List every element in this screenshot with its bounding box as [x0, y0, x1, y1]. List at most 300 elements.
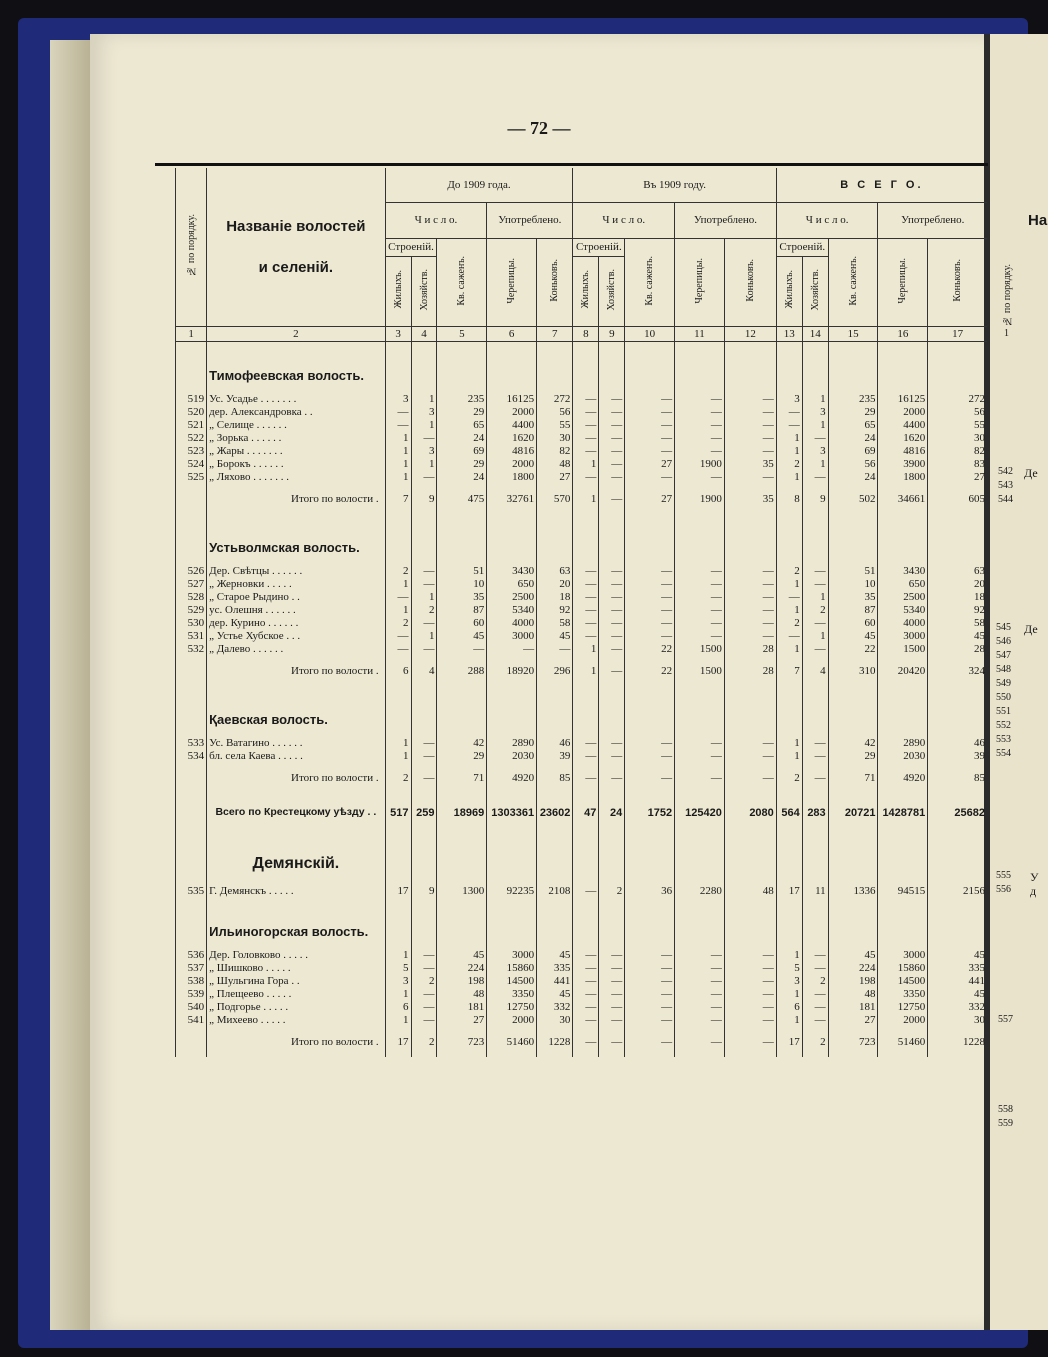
empty-cell [828, 898, 878, 949]
empty-cell [487, 898, 537, 949]
place-name: „ Селище . . . . . . [207, 419, 385, 432]
next-page-num: 548 [996, 664, 1011, 675]
value-cell: 83 [928, 458, 987, 471]
value-cell: 2 [385, 617, 411, 630]
value-cell: — [625, 471, 675, 484]
value-cell: 34661 [878, 484, 928, 514]
empty-cell [437, 514, 487, 565]
value-cell: — [411, 949, 437, 962]
value-cell: 18920 [487, 656, 537, 686]
value-cell: 9 [802, 484, 828, 514]
value-cell: — [573, 471, 599, 484]
value-cell: 1428781 [878, 793, 928, 833]
row-number: 520 [176, 406, 207, 419]
table-row [176, 962, 988, 975]
empty-cell [537, 898, 573, 949]
value-cell: — [411, 750, 437, 763]
value-cell: — [675, 419, 725, 432]
value-cell: 1 [411, 630, 437, 643]
value-cell: — [675, 988, 725, 1001]
value-cell: — [573, 988, 599, 1001]
value-cell: 45 [537, 630, 573, 643]
empty-cell [599, 898, 625, 949]
value-cell: 3000 [878, 949, 928, 962]
table-row [176, 591, 988, 604]
value-cell: 39 [928, 750, 987, 763]
next-page-num: 551 [996, 706, 1011, 717]
value-cell: 24 [599, 793, 625, 833]
value-cell: — [802, 578, 828, 591]
value-cell: — [599, 988, 625, 1001]
place-name: ус. Олешня . . . . . . [207, 604, 385, 617]
value-cell: — [599, 949, 625, 962]
value-cell: 82 [928, 445, 987, 458]
header-index: № по порядку. [176, 168, 207, 326]
value-cell: 15860 [878, 962, 928, 975]
value-cell: 4816 [487, 445, 537, 458]
value-cell: 10 [437, 578, 487, 591]
section-header-row [176, 898, 988, 949]
empty-cell [724, 833, 776, 885]
value-cell: — [573, 962, 599, 975]
empty-cell [928, 686, 987, 737]
value-cell: — [802, 643, 828, 656]
value-cell: — [625, 737, 675, 750]
value-cell: — [573, 737, 599, 750]
value-cell: — [724, 432, 776, 445]
row-number: 536 [176, 949, 207, 962]
value-cell: 235 [437, 393, 487, 406]
value-cell: 17 [776, 1027, 802, 1057]
row-number: 524 [176, 458, 207, 471]
value-cell: — [573, 445, 599, 458]
value-cell: 2890 [487, 737, 537, 750]
value-cell: — [724, 445, 776, 458]
value-cell: 1 [776, 643, 802, 656]
value-cell: 1 [573, 656, 599, 686]
value-cell: 10 [828, 578, 878, 591]
place-name: Дер. Головково . . . . . [207, 949, 385, 962]
value-cell: — [599, 484, 625, 514]
next-page-num: 555 [996, 870, 1011, 881]
value-cell: 198 [437, 975, 487, 988]
total-label: Итого по волости . [207, 763, 385, 793]
value-cell: 4400 [878, 419, 928, 432]
value-cell: 51460 [878, 1027, 928, 1057]
value-cell: — [625, 604, 675, 617]
value-cell: 45 [828, 949, 878, 962]
value-cell: 24 [437, 471, 487, 484]
value-cell: 60 [437, 617, 487, 630]
empty-cell [411, 514, 437, 565]
value-cell: 1 [385, 604, 411, 617]
table-row [176, 419, 988, 432]
value-cell: 2 [802, 1027, 828, 1057]
grand-total-row [176, 793, 988, 833]
value-cell: 29 [828, 406, 878, 419]
next-page-num: 557 [998, 1014, 1013, 1025]
value-cell: 1336 [828, 885, 878, 898]
value-cell: 235 [828, 393, 878, 406]
empty-cell [573, 898, 599, 949]
value-cell: 1 [385, 458, 411, 471]
value-cell: — [724, 962, 776, 975]
next-page-fragment: У [1030, 870, 1039, 884]
value-cell: 4 [411, 656, 437, 686]
row-number: 540 [176, 1001, 207, 1014]
value-cell: 2000 [487, 458, 537, 471]
value-cell: 42 [437, 737, 487, 750]
value-cell: 1 [776, 471, 802, 484]
value-cell: — [599, 604, 625, 617]
value-cell: — [724, 949, 776, 962]
value-cell: 332 [928, 1001, 987, 1014]
value-cell: — [675, 763, 725, 793]
value-cell: 27 [828, 1014, 878, 1027]
value-cell: — [537, 643, 573, 656]
empty-cell [928, 514, 987, 565]
value-cell: 1 [385, 949, 411, 962]
region-title: Демянскій. [207, 833, 385, 885]
empty-cell [385, 833, 411, 885]
header-stroeniy: Строеній. [776, 238, 828, 256]
table-row [176, 458, 988, 471]
value-cell: — [675, 393, 725, 406]
header-period-1909: Въ 1909 году. [573, 168, 776, 202]
value-cell: 1 [385, 988, 411, 1001]
value-cell: 15860 [487, 962, 537, 975]
value-cell: 1228 [928, 1027, 987, 1057]
value-cell: 283 [802, 793, 828, 833]
value-cell: 16125 [487, 393, 537, 406]
value-cell: — [573, 393, 599, 406]
value-cell: 224 [437, 962, 487, 975]
value-cell: 48 [724, 885, 776, 898]
value-cell: — [411, 763, 437, 793]
value-cell: 288 [437, 656, 487, 686]
value-cell: 1 [776, 1014, 802, 1027]
total-label: Итого по волости . [207, 1027, 385, 1057]
table-row [176, 949, 988, 962]
place-name: „ Борокъ . . . . . . [207, 458, 385, 471]
header-upotrebleno: Употреблено. [487, 202, 573, 238]
value-cell: — [599, 1027, 625, 1057]
table-row [176, 604, 988, 617]
value-cell: 1 [573, 484, 599, 514]
value-cell: — [625, 591, 675, 604]
value-cell: 4000 [878, 617, 928, 630]
value-cell: — [573, 1014, 599, 1027]
header-stroeniy: Строеній. [573, 238, 625, 256]
header-kv-sazhen: Кв. саженъ. [828, 238, 878, 326]
row-number: 541 [176, 1014, 207, 1027]
row-number: 529 [176, 604, 207, 617]
empty-cell [411, 341, 437, 393]
empty-cell [802, 833, 828, 885]
value-cell: 2108 [537, 885, 573, 898]
value-cell: 17 [385, 885, 411, 898]
empty-cell [599, 514, 625, 565]
value-cell: 46 [928, 737, 987, 750]
value-cell: 1 [385, 1014, 411, 1027]
value-cell: 2 [802, 975, 828, 988]
next-page-num: 558 [998, 1104, 1013, 1115]
value-cell: 23602 [537, 793, 573, 833]
value-cell: 4 [802, 656, 828, 686]
value-cell: — [599, 445, 625, 458]
value-cell: — [411, 643, 437, 656]
value-cell: 1620 [487, 432, 537, 445]
value-cell: 3 [411, 445, 437, 458]
row-number: 533 [176, 737, 207, 750]
place-name: Ус. Усадье . . . . . . . [207, 393, 385, 406]
empty-cell [625, 833, 675, 885]
value-cell: — [625, 1001, 675, 1014]
empty-cell [487, 341, 537, 393]
top-rule [155, 163, 988, 166]
total-label: Итого по волости . [207, 656, 385, 686]
empty-cell [385, 898, 411, 949]
section-header-row [176, 686, 988, 737]
value-cell: 2 [385, 565, 411, 578]
place-name: „ Шишково . . . . . [207, 962, 385, 975]
header-cherepitsy: Черепицы. [675, 238, 725, 326]
value-cell: 18 [928, 591, 987, 604]
section-title: Устьволмская волость. [207, 514, 385, 565]
value-cell: — [625, 565, 675, 578]
row-number: 537 [176, 962, 207, 975]
empty-cell [675, 833, 725, 885]
table-row [176, 565, 988, 578]
value-cell: — [487, 643, 537, 656]
value-cell: — [599, 565, 625, 578]
region-header-row [176, 833, 988, 885]
value-cell: — [385, 643, 411, 656]
header-zhilykh: Жилыхъ. [776, 256, 802, 326]
table-row [176, 617, 988, 630]
value-cell: 28 [724, 643, 776, 656]
value-cell: 94515 [878, 885, 928, 898]
row-number: 535 [176, 885, 207, 898]
value-cell: 82 [537, 445, 573, 458]
value-cell: — [411, 617, 437, 630]
value-cell: 3000 [487, 949, 537, 962]
value-cell: — [724, 471, 776, 484]
value-cell: 65 [828, 419, 878, 432]
value-cell: — [675, 578, 725, 591]
header-khozyaystv: Хозяйств. [599, 256, 625, 326]
value-cell: — [599, 737, 625, 750]
value-cell: — [625, 750, 675, 763]
empty-cell [411, 833, 437, 885]
next-page-fragment: Де [1024, 466, 1038, 480]
total-row [176, 763, 988, 793]
value-cell: 45 [928, 988, 987, 1001]
value-cell: — [724, 604, 776, 617]
value-cell: 181 [437, 1001, 487, 1014]
value-cell: — [573, 885, 599, 898]
empty-cell [878, 514, 928, 565]
value-cell: 29 [828, 750, 878, 763]
value-cell: 1800 [487, 471, 537, 484]
empty-cell [411, 686, 437, 737]
value-cell: 22 [828, 643, 878, 656]
empty-cell [802, 686, 828, 737]
value-cell: 335 [928, 962, 987, 975]
row-number: 523 [176, 445, 207, 458]
value-cell: 1 [385, 445, 411, 458]
value-cell: 45 [537, 988, 573, 1001]
value-cell: — [675, 471, 725, 484]
value-cell: — [675, 432, 725, 445]
value-cell: — [573, 604, 599, 617]
table-row [176, 432, 988, 445]
value-cell: 2 [802, 604, 828, 617]
value-cell: 6 [385, 1001, 411, 1014]
value-cell: — [625, 1027, 675, 1057]
value-cell: 25682 [928, 793, 987, 833]
value-cell: — [573, 565, 599, 578]
value-cell: 2500 [487, 591, 537, 604]
value-cell: 56 [828, 458, 878, 471]
value-cell: 2156 [928, 885, 987, 898]
value-cell: 48 [828, 988, 878, 1001]
empty-cell [724, 341, 776, 393]
empty-cell [625, 898, 675, 949]
value-cell: — [724, 617, 776, 630]
value-cell: 30 [928, 432, 987, 445]
empty-cell [625, 341, 675, 393]
value-cell: 6 [776, 1001, 802, 1014]
value-cell: 224 [828, 962, 878, 975]
value-cell: — [385, 630, 411, 643]
empty-cell [928, 833, 987, 885]
value-cell: 29 [437, 458, 487, 471]
value-cell: — [776, 406, 802, 419]
value-cell: 1500 [675, 643, 725, 656]
value-cell: 3 [385, 975, 411, 988]
empty-cell [675, 341, 725, 393]
total-label: Итого по волости . [207, 484, 385, 514]
row-number: 532 [176, 643, 207, 656]
place-name: бл. села Каева . . . . . [207, 750, 385, 763]
empty-cell [675, 514, 725, 565]
value-cell: 27 [537, 471, 573, 484]
value-cell: — [599, 1001, 625, 1014]
value-cell: 1 [802, 393, 828, 406]
value-cell: — [802, 962, 828, 975]
value-cell: — [625, 630, 675, 643]
empty-cell [437, 341, 487, 393]
value-cell: — [776, 630, 802, 643]
next-page-num: 552 [996, 720, 1011, 731]
table-row [176, 975, 988, 988]
value-cell: — [573, 1001, 599, 1014]
total-row [176, 656, 988, 686]
value-cell: — [675, 750, 725, 763]
empty-cell [599, 686, 625, 737]
value-cell: — [599, 962, 625, 975]
value-cell: 1 [776, 445, 802, 458]
empty-cell [625, 514, 675, 565]
value-cell: 3350 [487, 988, 537, 1001]
value-cell: 45 [828, 630, 878, 643]
value-cell: — [437, 643, 487, 656]
value-cell: 27 [625, 484, 675, 514]
value-cell: — [802, 988, 828, 1001]
value-cell: — [724, 578, 776, 591]
value-cell: 24 [437, 432, 487, 445]
value-cell: 1 [776, 432, 802, 445]
value-cell: 14500 [487, 975, 537, 988]
value-cell: 441 [928, 975, 987, 988]
value-cell: — [802, 750, 828, 763]
value-cell: — [675, 962, 725, 975]
empty-cell [599, 341, 625, 393]
value-cell: — [675, 445, 725, 458]
empty-cell [675, 898, 725, 949]
value-cell: — [573, 419, 599, 432]
value-cell: 1300 [437, 885, 487, 898]
value-cell: 28 [928, 643, 987, 656]
value-cell: 35 [724, 484, 776, 514]
value-cell: 2080 [724, 793, 776, 833]
value-cell: 51460 [487, 1027, 537, 1057]
next-page-num: 546 [996, 636, 1011, 647]
header-cherepitsy: Черепицы. [487, 238, 537, 326]
value-cell: 259 [411, 793, 437, 833]
next-page-num: 550 [996, 692, 1011, 703]
next-page-fragment: Де [1024, 622, 1038, 636]
value-cell: — [724, 975, 776, 988]
row-number: 522 [176, 432, 207, 445]
value-cell: 324 [928, 656, 987, 686]
empty-cell [724, 898, 776, 949]
value-cell: 12750 [487, 1001, 537, 1014]
value-cell: 8 [776, 484, 802, 514]
value-cell: 441 [537, 975, 573, 988]
value-cell: — [724, 737, 776, 750]
empty-cell [537, 514, 573, 565]
value-cell: 29 [437, 406, 487, 419]
empty-cell [776, 341, 802, 393]
value-cell: 22 [625, 656, 675, 686]
table-row [176, 1014, 988, 1027]
table-row [176, 445, 988, 458]
value-cell: 51 [828, 565, 878, 578]
value-cell: 310 [828, 656, 878, 686]
index-cell [176, 763, 207, 793]
value-cell: — [625, 988, 675, 1001]
value-cell: — [573, 763, 599, 793]
value-cell: — [599, 471, 625, 484]
value-cell: — [802, 1001, 828, 1014]
empty-cell [828, 341, 878, 393]
value-cell: 1 [776, 578, 802, 591]
value-cell: 35 [724, 458, 776, 471]
empty-cell [878, 686, 928, 737]
value-cell: 63 [537, 565, 573, 578]
header-stroeniy: Строеній. [385, 238, 437, 256]
value-cell: 2030 [878, 750, 928, 763]
value-cell: — [599, 591, 625, 604]
value-cell: 5 [776, 962, 802, 975]
value-cell: 3 [776, 393, 802, 406]
value-cell: 2000 [878, 406, 928, 419]
value-cell: — [625, 975, 675, 988]
value-cell: 1620 [878, 432, 928, 445]
value-cell: 1900 [675, 458, 725, 471]
